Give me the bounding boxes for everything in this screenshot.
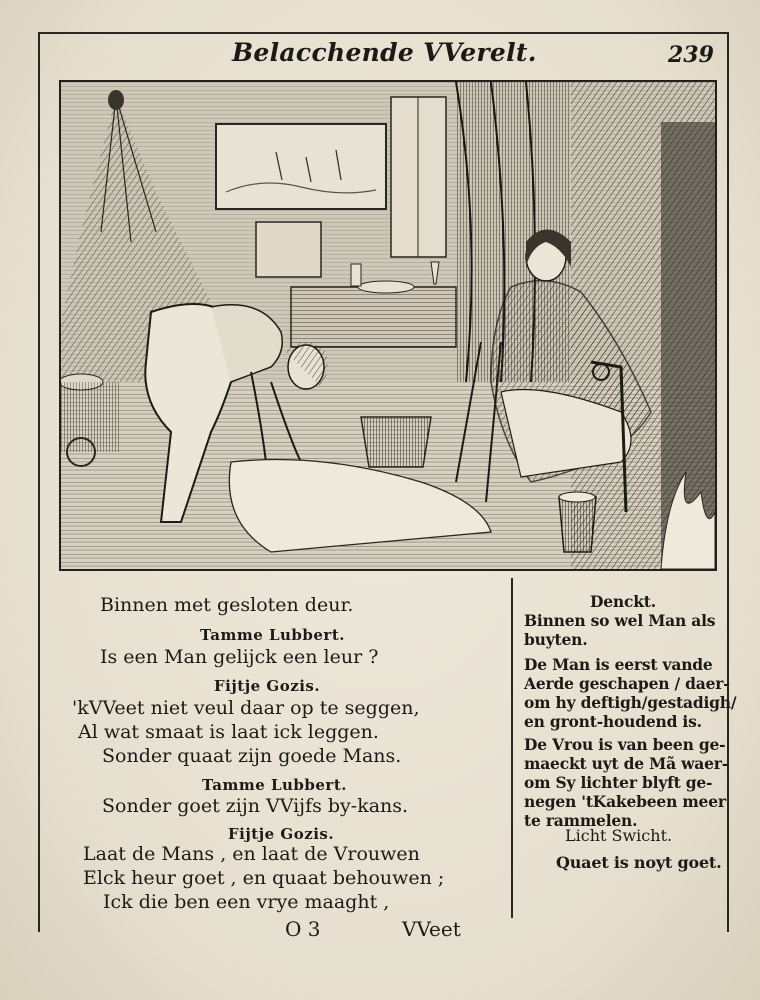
running-title: Belacchende VVerelt. [232, 38, 537, 67]
sidebar-line: om Sy lichter blyft ge- [524, 773, 713, 792]
page-number: 239 [668, 42, 714, 68]
verse-line: Sonder goet zijn VVijfs by-kans. [102, 795, 409, 817]
speaker-label: Tamme Lubbert. [202, 776, 347, 794]
sidebar-line: maeckt uyt de Mã waer- [524, 754, 729, 773]
verse-line: Ick die ben een vrye maaght , [103, 891, 390, 913]
sidebar-line: Aerde geschapen / daer- [524, 674, 730, 693]
sidebar-line: negen 'tKakebeen meer [524, 792, 726, 811]
left-rule [38, 32, 40, 932]
speaker-label: Tamme Lubbert. [200, 626, 345, 644]
sidebar-line: buyten. [524, 630, 588, 649]
sidebar-line: om hy deftigh/gestadigh/ [524, 693, 737, 712]
column-divider [511, 578, 513, 918]
sidebar-motto: Quaet is noyt goet. [556, 853, 722, 872]
verse-line: 'kVVeet niet veul daar op te seggen, [72, 697, 420, 719]
verse-line: Al wat smaat is laat ick leggen. [78, 721, 379, 743]
engraving-interior-scene [61, 82, 715, 569]
speaker-label: Fijtje Gozis. [214, 677, 321, 695]
speaker-label: Fijtje Gozis. [228, 825, 335, 843]
sidebar-heading: Denckt. [590, 592, 656, 611]
right-rule [727, 32, 729, 932]
sidebar-line: en gront-houdend is. [524, 712, 702, 731]
sidebar-line: De Man is eerst vande [524, 655, 713, 674]
verse-line: Elck heur goet , en quaat behouwen ; [83, 867, 445, 889]
sidebar-line: te rammelen. [524, 811, 638, 830]
sidebar-line: De Vrou is van been ge- [524, 735, 726, 754]
top-rule [38, 32, 728, 34]
signature-mark: O 3 [285, 917, 321, 941]
sidebar-signoff: Licht Swicht. [565, 826, 673, 845]
catchword: VVeet [402, 917, 461, 941]
sidebar-line: Binnen so wel Man als [524, 611, 716, 630]
verse-line: Binnen met gesloten deur. [100, 594, 354, 616]
verse-line: Laat de Mans , en laat de Vrouwen [83, 843, 420, 865]
verse-line: Sonder quaat zijn goede Mans. [102, 745, 402, 767]
verse-line: Is een Man gelijck een leur ? [100, 646, 379, 668]
engraving [59, 80, 717, 571]
